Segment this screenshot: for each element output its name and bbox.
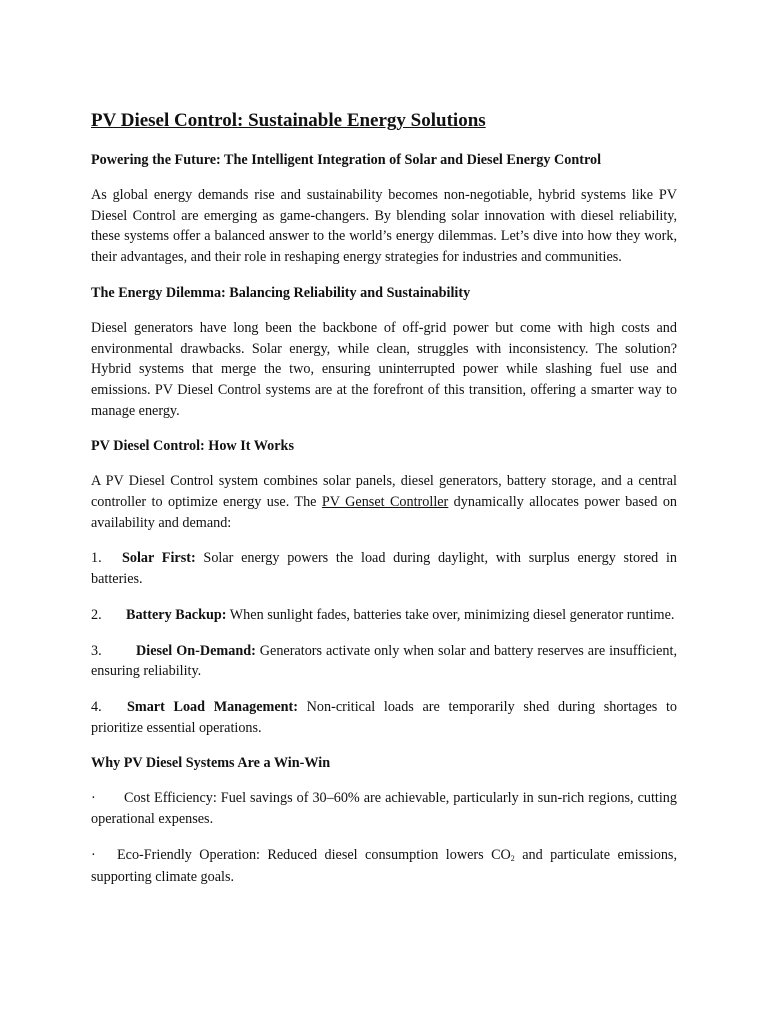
bullet-item [91,788,677,829]
subscript-two: 2 [510,853,515,863]
section-heading-win-win: Why PV Diesel Systems Are a Win-Win [91,755,331,772]
list-text: Generators activate only when solar and battery reserves are insufficient, ensuring reliability. [91,642,677,680]
list-label: Solar First: [122,550,196,567]
intro-paragraph: As global energy demands rise and sustainability becomes non-negotiable, hybrid systems like PV Diesel Control are emerging as game-changers. By blending solar innovation with diesel reliability, these systems offer a balanced answer to the world’s energy dilemmas. Let’s dive into how they work, their advantages, and their role in reshaping energy strategies for industries and communities. [91,187,677,266]
bullet-item [91,845,677,888]
list-item [91,605,677,626]
document-page [91,108,677,903]
bullet-icon: · [91,846,96,863]
bullet-text-before: Eco-Friendly Operation: Reduced diesel consumption lowers CO [117,846,511,863]
list-text: When sunlight fades, batteries take over, minimizing diesel generator runtime. [226,606,675,623]
list-text: Solar energy powers the load during daylight, with surplus energy stored in batteries. [91,550,677,588]
pv-genset-controller-link[interactable]: PV Genset Controller [321,494,449,511]
bullet-icon: · [91,790,96,807]
subtitle-heading: Powering the Future: The Intelligent Integration of Solar and Diesel Energy Control [91,152,602,168]
list-item [91,548,677,589]
list-number: 3. [91,642,102,659]
list-number: 2. [91,606,102,623]
how-it-works-text-after: dynamically allocates power based on availability and demand: [91,494,678,531]
list-text: Non-critical loads are temporarily shed during shortages to prioritize essential operations. [91,698,677,736]
list-label: Battery Backup: [126,606,227,623]
bullet-text-after: and particulate emissions, supporting climate goals. [91,846,677,886]
energy-dilemma-paragraph: Diesel generators have long been the backbone of off-grid power but come with high costs and environmental drawbacks. Solar energy, while clean, struggles with inconsistency. The solution? Hybrid systems that merge the two, ensuring uninterrupted power while slashing fuel use and emissions. PV Diesel Control systems are at the forefront of this transition, offering a smarter way to manage energy. [91,319,677,419]
list-item [91,641,677,682]
section-heading-how-it-works: PV Diesel Control: How It Works [91,438,294,455]
how-it-works-paragraph [91,471,677,533]
list-label: Smart Load Management: [127,698,299,715]
list-label: Diesel On-Demand: [136,642,256,659]
list-number: 1. [91,550,102,567]
how-it-works-text-before: A PV Diesel Control system combines solar panels, diesel generators, battery storage, and a central controller to optimize energy use. The [91,473,677,511]
section-heading-energy-dilemma: The Energy Dilemma: Balancing Reliability and Sustainability [91,284,471,301]
list-number: 4. [91,698,102,715]
page-title: PV Diesel Control: Sustainable Energy Solutions [91,110,486,131]
bullet-text: Cost Efficiency: Fuel savings of 30–60% are achievable, particularly in sun-rich regions, cutting operational expenses. [91,790,677,828]
list-item [91,697,677,738]
